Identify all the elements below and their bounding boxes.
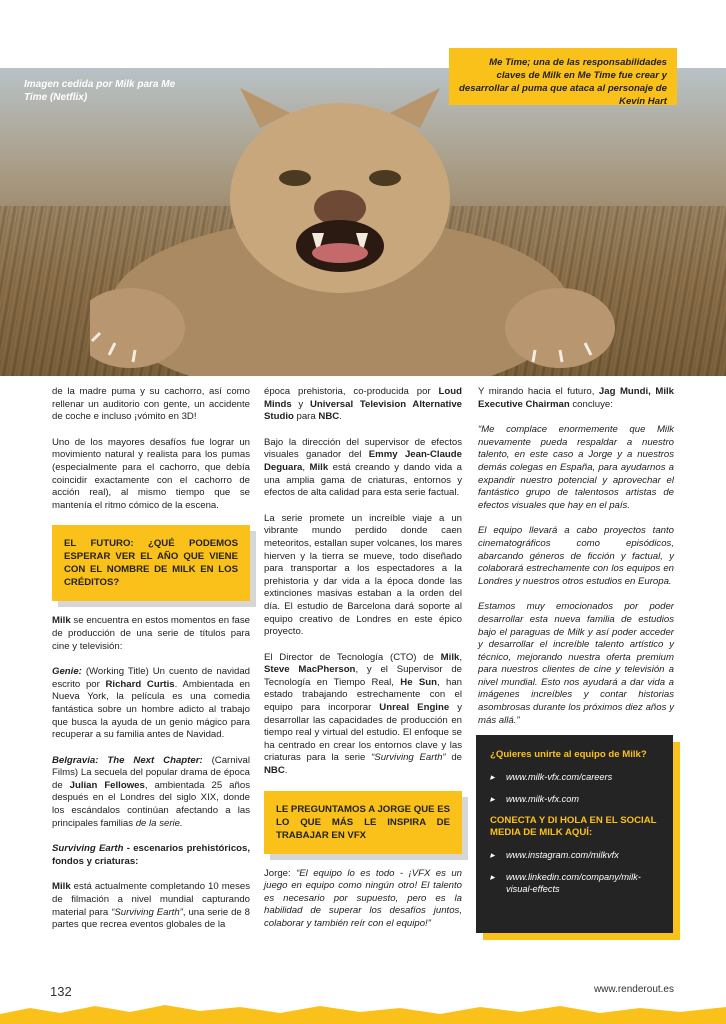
puma-illustration [90, 68, 650, 376]
link-careers[interactable]: ▸ www.milk-vfx.com/careers [490, 771, 659, 783]
join-team-box [476, 735, 673, 933]
paragraph: La serie promete un increíble viaje a un vibrante mundo perdido donde caen meteoritos, estallan super volcanes, los mares hierven y la tierra se mueve, todo diseñado para transportar a los espectadores a la prehistoria y dar vida a la época donde las extinciones masivas estaban a la orden del día. El estudio de Barcelona dará soporte al equipo creativo de Londres en este épico proyecto. [264, 512, 462, 638]
paragraph: Jorge: “El equipo lo es todo - ¡VFX es un juego en equipo como ningún otro! El talento es necesario por supuesto, pero es la habilidad de superar los desafíos juntos, colaborar y también reír con el equipo!” [264, 867, 462, 929]
article-column-2 [264, 386, 462, 944]
paragraph: de la madre puma y su cachorro, así como rellenar un auditorio con gente, un accidente de coche e incluso ¡vómito en 3D! [52, 386, 250, 423]
footer-url: www.renderout.es [593, 984, 674, 995]
footer-wave-decoration [0, 996, 726, 1024]
paragraph-belgravia: Belgravia: The Next Chapter: (Carnival Films) La secuela del popular drama de época de Julian Fellowes, ambientada 25 años después en el Londres del siglo XIX, donde los escándalos continúan afectando a las principales familias de la serie. [52, 754, 250, 829]
career-links [490, 771, 659, 805]
image-quote-box: Me Time; una de las responsabilidades claves de Milk en Me Time fue crear y desarrollar al puma que ataca al personaje de Kevin Hart [449, 48, 677, 105]
quote-paragraph: Estamos muy emocionados por poder desarrollar esta nueva familia de estudios bajo el paraguas de Milk y así poder acceder y desarrollar el increíble talento artístico y técnico, mejorando nuestra oferta premium para nuestros clientes de cine y televisión a nivel mundial. Esto nos ayudará a dar vida a imágenes increíbles y contar historias asombrosas durante los próximos diez años y más allá.” [478, 601, 674, 726]
paragraph: época prehistoria, co-producida por Loud Minds y Universal Television Alternative Studio para NBC. [264, 386, 462, 423]
paragraph: Milk se encuentra en estos momentos en fase de producción de una serie de títulos para cine y televisión: [52, 615, 250, 652]
quote-paragraph: El equipo llevará a cabo proyectos tanto cinematográficos como episódicos, abarcando géneros de ficción y factual, y colaborará estrechamente con los equipos en Londres y nuestros otros estudios en Europa. [478, 525, 674, 587]
hero-image [0, 68, 726, 376]
page-number: 132 [50, 984, 72, 999]
quote-paragraph: “Me complace enormemente que Milk nuevamente pueda respaldar a nuestro talento, en este caso a Jorge y a nuestros demás colegas en España, para ayudarnos a expandir nuestro potencial y aprovechar el fantástico grupo de talentosos artistas de efectos visuales que hay en el país. [478, 424, 674, 511]
link-website[interactable]: ▸ www.milk-vfx.com [490, 793, 659, 805]
paragraph: Y mirando hacia el futuro, Jag Mundi, Milk Executive Chairman concluye: [478, 386, 674, 410]
paragraph: Milk está actualmente completando 10 meses de filmación a nivel mundial capturando material para “Surviving Earth”, una serie de 8 partes que recrea eventos globales de la [52, 881, 250, 931]
article-column-3 [478, 386, 674, 740]
link-linkedin[interactable]: ▸ www.linkedin.com/company/milk-visual-effects [490, 871, 659, 895]
image-caption: Imagen cedida por Milk para Me Time (Netflix) [24, 79, 176, 103]
join-heading: ¿Quieres unirte al equipo de Milk? [490, 749, 647, 760]
social-links [490, 849, 659, 895]
paragraph-genie: Genie: (Working Title) Un cuento de navidad escrito por Richard Curtis. Ambientada en Nueva York, la película es una comedia fantástica sobre un hombre adicto al trabajo que busca la ayuda de un genio mágico para recuperar a su familia antes de Navidad. [52, 666, 250, 741]
section-heading: LE PREGUNTAMOS A JORGE QUE ES LO QUE MÁS LE INSPIRA DE TRABAJAR EN VFX [264, 791, 462, 854]
article-column-1 [52, 386, 250, 945]
paragraph: Uno de los mayores desafíos fue lograr un movimiento natural y realista para los pumas (especialmente para el cachorro, que debía coincidir exactamente con el cachorro de acción real), al mismo tiempo que se mantenía el ritmo cómico de la escena. [52, 436, 250, 511]
paragraph: El Director de Tecnología (CTO) de Milk, Steve MacPherson, y el Supervisor de Tecnología en Tiempo Real, He Sun, han estado trabajando estrechamente con el equipo para incorporar Unreal Engine y desarrollar las capacidades de producción en tiempo real y virtual del estudio. El enfoque se ha centrado en crear los entornos clave y las criaturas para la serie “Surviving Earth” de NBC. [264, 651, 462, 777]
social-heading: CONECTA Y DI HOLA EN EL SOCIAL MEDIA DE MILK AQUÍ: [490, 815, 657, 838]
section-heading: EL FUTURO: ¿QUÉ PODEMOS ESPERAR VER EL AÑO QUE VIENE CON EL NOMBRE DE MILK EN LOS CRÉDITOS? [52, 525, 250, 601]
paragraph: Bajo la dirección del supervisor de efectos visuales ganador del Emmy Jean-Claude Deguara, Milk está creando y dando vida a una amplia gama de criaturas, entornos y efectos de alta calidad para esta serie factual. [264, 436, 462, 499]
link-instagram[interactable]: ▸ www.instagram.com/milkvfx [490, 849, 659, 861]
paragraph-surviving-earth: Surviving Earth - escenarios prehistóricos, fondos y criaturas: [52, 843, 251, 867]
